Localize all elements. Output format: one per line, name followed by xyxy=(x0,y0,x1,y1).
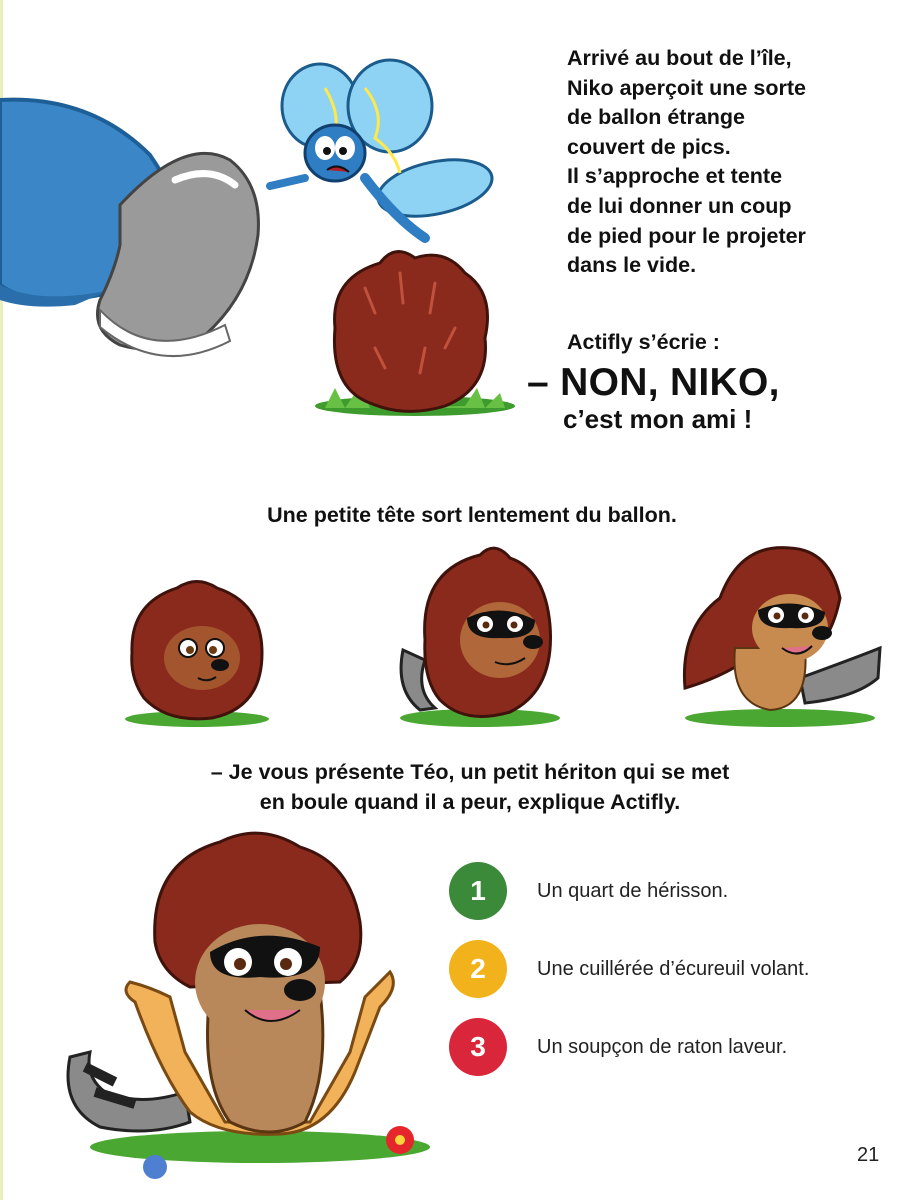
legend-text: Un quart de hérisson. xyxy=(537,879,729,902)
legend-item xyxy=(449,940,809,998)
legend-text: Une cuillérée d’écureuil volant. xyxy=(537,957,810,980)
story-line: de pied pour le projeter xyxy=(567,223,806,248)
story-line: Niko aperçoit une sorte xyxy=(567,75,806,100)
teo-character-illustration xyxy=(60,822,440,1192)
foot-illustration xyxy=(0,95,275,365)
legend-item xyxy=(449,1018,787,1076)
hedgehog-sitting-illustration xyxy=(680,538,880,728)
story-line: Arrivé au bout de l’île, xyxy=(567,46,792,70)
story-line: dans le vide. xyxy=(567,253,697,278)
story-line: Il s’approche et tente xyxy=(567,164,783,189)
story-line: couvert de pics. xyxy=(567,134,731,159)
actifly-character xyxy=(265,58,500,253)
story-line: de ballon étrange xyxy=(567,105,746,130)
dialogue-text xyxy=(150,757,790,817)
dialogue-line: en boule quand il a peur, explique Actifly. xyxy=(259,790,681,814)
dialogue-line: – Je vous présente Téo, un petit hériton qui se met xyxy=(210,760,730,784)
hedgehog-ball-illustration xyxy=(305,238,515,423)
number-badge: 1 xyxy=(449,862,507,920)
shout-text: – NON, NIKO, xyxy=(527,361,780,404)
legend-text: Un soupçon de raton laveur. xyxy=(537,1035,788,1058)
number-badge: 3 xyxy=(449,1018,507,1076)
number-badge: 2 xyxy=(449,940,507,998)
hedgehog-curled-illustration xyxy=(122,573,272,728)
hedgehog-emerging-illustration xyxy=(395,540,565,730)
exclaim-lead: Actifly s’écrie : xyxy=(567,330,720,354)
page-number: 21 xyxy=(857,1144,880,1166)
sequence-caption: Une petite tête sort lentement du ballon. xyxy=(267,503,677,527)
story-line: de lui donner un coup xyxy=(567,193,792,218)
story-paragraph xyxy=(567,44,887,281)
legend-item xyxy=(449,862,728,920)
shout-subtext: c’est mon ami ! xyxy=(563,404,753,434)
